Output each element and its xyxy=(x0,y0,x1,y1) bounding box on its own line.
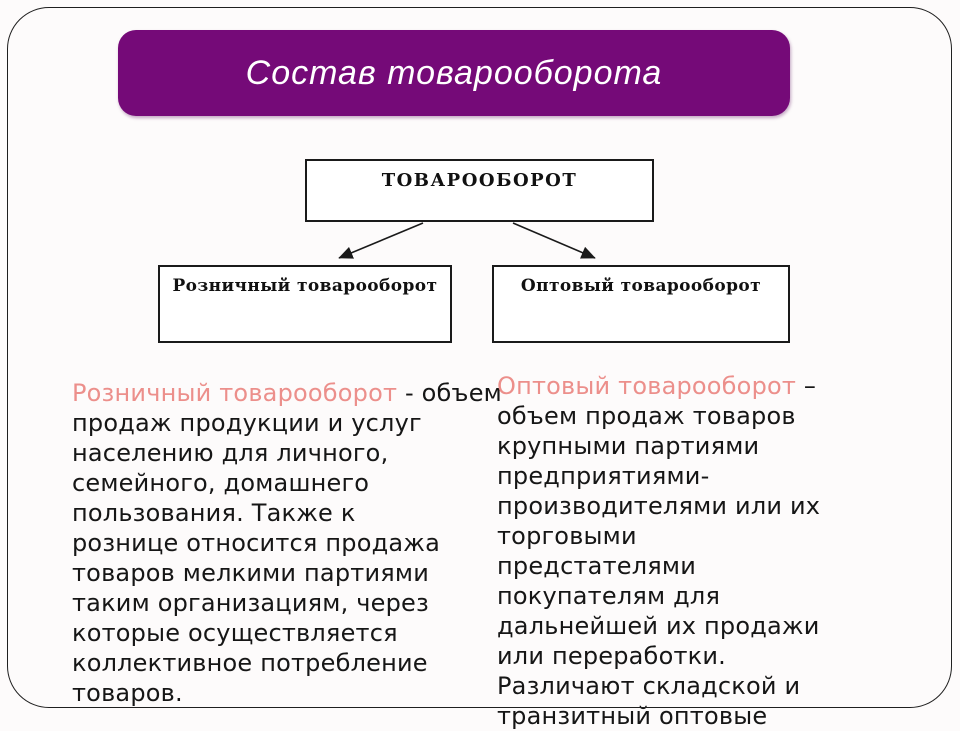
text-line: покупателям для xyxy=(497,582,721,610)
wholesale-definition-body xyxy=(497,401,847,731)
text-line: предприятиями- xyxy=(497,462,710,490)
diagram-box-turnover xyxy=(305,159,654,222)
wholesale-definition xyxy=(497,371,847,731)
text-line: рознице относится продажа xyxy=(72,529,441,557)
page-title: Состав товарооборота xyxy=(245,53,663,92)
text-line: продаж продукции и услуг xyxy=(72,409,422,437)
wholesale-term: Оптовый товарооборот xyxy=(497,372,797,400)
retail-term-after: - объем xyxy=(397,379,502,407)
text-line: которые осуществляется xyxy=(72,619,398,647)
retail-term: Розничный товарооборот xyxy=(72,379,398,407)
text-line: населению для личного, xyxy=(72,439,389,467)
wholesale-term-after: – xyxy=(796,372,817,400)
diagram-box-retail-label: Розничный товарооборот xyxy=(172,276,438,296)
text-line: крупными партиями xyxy=(497,432,760,460)
diagram-box-turnover-label: ТОВАРООБОРОТ xyxy=(381,170,578,191)
text-line: дальнейшей их продажи xyxy=(497,612,820,640)
text-line: Различают складской и xyxy=(497,672,801,700)
text-line: или переработки. xyxy=(497,642,726,670)
diagram-box-retail xyxy=(158,265,452,343)
arrow-to-left-box xyxy=(339,223,423,258)
diagram-box-wholesale xyxy=(492,265,790,343)
arrow-to-right-box xyxy=(513,223,595,258)
wholesale-definition-first-line xyxy=(497,371,847,401)
text-line: предстателями xyxy=(497,552,696,580)
text-line: товаров. xyxy=(72,679,183,707)
text-line: семейного, домашнего xyxy=(72,469,370,497)
text-line: транзитный оптовые xyxy=(497,702,768,730)
text-line: производителями или их xyxy=(497,492,821,520)
text-line: товаров мелкими партиями xyxy=(72,559,429,587)
text-line: торговыми xyxy=(497,522,637,550)
retail-definition xyxy=(72,378,502,708)
title-banner xyxy=(118,30,790,116)
diagram-box-wholesale-label: Оптовый товарооборот xyxy=(520,276,762,296)
text-line: коллективное потребление xyxy=(72,649,428,677)
text-line: таким организациям, через xyxy=(72,589,429,617)
retail-definition-body xyxy=(72,408,482,708)
text-line: пользования. Также к xyxy=(72,499,356,527)
text-line: объем продаж товаров xyxy=(497,402,796,430)
retail-definition-first-line xyxy=(72,378,502,408)
